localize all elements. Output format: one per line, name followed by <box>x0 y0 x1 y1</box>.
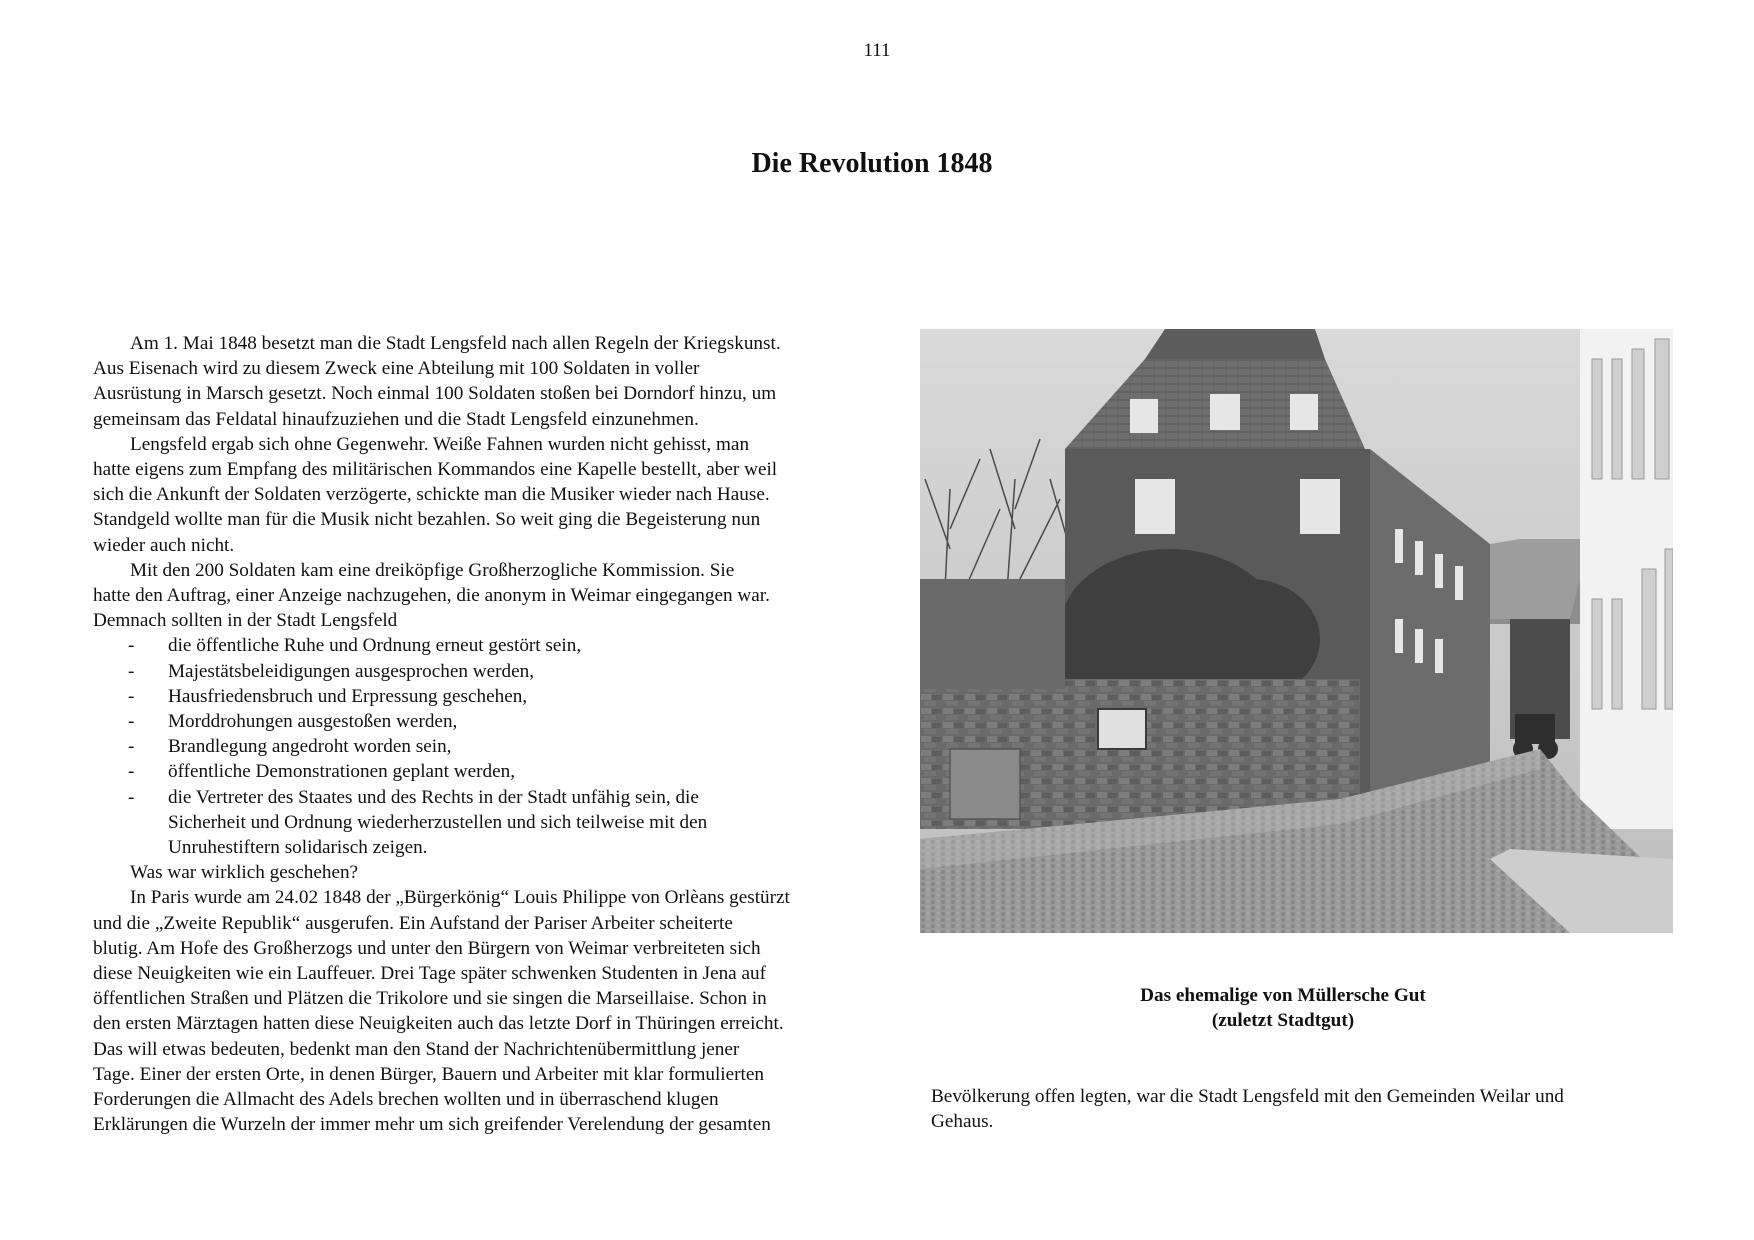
caption-line: Das ehemalige von Müllersche Gut <box>1140 985 1426 1006</box>
text-line: Mit den 200 Soldaten kam eine dreiköpfige Großherzogliche Kommission. Sie <box>130 559 735 581</box>
text-line: blutig. Am Hofe des Großherzogs und unter den Bürgern von Weimar verbreiteten sich <box>93 937 761 959</box>
list-item <box>93 659 863 684</box>
list-item-text: Sicherheit und Ordnung wiederherzustellen und sich teilweise mit den <box>168 811 708 833</box>
text-line: wieder auch nicht. <box>93 534 235 556</box>
list-item-text: die Vertreter des Staates und des Rechts in der Stadt unfähig sein, die <box>168 786 699 808</box>
bullet-marker: - <box>128 711 135 733</box>
paragraph-question <box>93 860 863 885</box>
text-line: sich die Ankunft der Soldaten verzögerte, schickte man die Musiker wieder nach Hause. <box>93 484 770 506</box>
text-line: Erklärungen die Wurzeln der immer mehr um sich greifender Verelendung der gesamten <box>93 1114 771 1136</box>
text-line: Gehaus. <box>931 1111 994 1133</box>
text-line: In Paris wurde am 24.02 1848 der „Bürgerkönig“ Louis Philippe von Orlèans gestürzt <box>130 887 790 909</box>
list-item <box>93 734 863 759</box>
text-line: Aus Eisenach wird zu diesem Zweck eine Abteilung mit 100 Soldaten in voller <box>93 358 700 380</box>
text-line: Am 1. Mai 1848 besetzt man die Stadt Lengsfeld nach allen Regeln der Kriegskunst. <box>130 333 781 354</box>
caption-line: (zuletzt Stadtgut) <box>1211 1010 1355 1032</box>
bullet-marker: - <box>128 736 135 758</box>
list-item-text: Unruhestiftern solidarisch zeigen. <box>168 837 428 859</box>
estate-photo <box>920 329 1673 933</box>
text-line: diese Neuigkeiten wie ein Lauffeuer. Drei Tage später schwenken Studenten in Jena auf <box>93 963 766 985</box>
text-line: Standgeld wollte man für die Musik nicht bezahlen. So weit ging die Begeisterung nun <box>93 509 761 531</box>
list-item-text: die öffentliche Ruhe und Ordnung erneut gestört sein, <box>168 635 582 657</box>
list-item-text: Hausfriedensbruch und Erpressung geschehen, <box>168 685 528 707</box>
notice-board <box>1098 709 1146 749</box>
text-line: hatte den Auftrag, einer Anzeige nachzugehen, die anonym in Weimar eingegangen war. <box>93 585 770 607</box>
text-line: Das will etwas bedeuten, bedenkt man den Stand der Nachrichtenübermittlung jener <box>93 1038 740 1060</box>
list-item-text: Brandlegung angedroht worden sein, <box>168 736 452 758</box>
text-line: den ersten Märztagen hatten diese Neuigkeiten auch das letzte Dorf in Thüringen erreicht. <box>93 1013 784 1035</box>
text-line: Ausrüstung in Marsch gesetzt. Noch einmal 100 Soldaten stoßen bei Dorndorf hinzu, um <box>93 383 777 405</box>
text-line: Lengsfeld ergab sich ohne Gegenwehr. Weiße Fahnen wurden nicht gehisst, man <box>130 433 750 455</box>
list-item <box>93 684 863 709</box>
page-title: Die Revolution 1848 <box>751 148 993 179</box>
estate-photo-illustration <box>920 329 1673 933</box>
photo-caption <box>1010 983 1556 1033</box>
text-line: Tage. Einer der ersten Orte, in denen Bürger, Bauern und Arbeiter mit klar formulierten <box>93 1063 764 1085</box>
bullet-marker: - <box>128 786 135 808</box>
paragraph-surrender <box>93 432 863 558</box>
list-item <box>93 785 863 861</box>
bullet-marker: - <box>128 685 135 707</box>
accusation-list <box>93 633 863 860</box>
text-line: Bevölkerung offen legten, war die Stadt Lengsfeld mit den Gemeinden Weilar und <box>931 1086 1564 1107</box>
bullet-marker: - <box>128 660 135 682</box>
list-item <box>93 633 863 658</box>
list-item-text: Morddrohungen ausgestoßen werden, <box>168 711 458 733</box>
list-item <box>93 759 863 784</box>
text-line: Demnach sollten in der Stadt Lengsfeld <box>93 610 398 632</box>
paragraph-commission <box>93 558 863 634</box>
page-number: 111 <box>863 40 891 61</box>
text-line: öffentlichen Straßen und Plätzen die Trikolore und sie singen die Marseillaise. Schon in <box>93 988 767 1010</box>
bullet-marker: - <box>128 761 135 783</box>
list-item-text: öffentliche Demonstrationen geplant werden, <box>168 761 516 783</box>
text-line: und die „Zweite Republik“ ausgerufen. Ein Aufstand der Pariser Arbeiter scheiterte <box>93 912 733 934</box>
text-line: gemeinsam das Feldatal hinaufzuziehen und die Stadt Lengsfeld einzunehmen. <box>93 408 699 430</box>
list-item-text: Majestätsbeleidigungen ausgesprochen werden, <box>168 660 535 682</box>
left-text-column <box>93 331 863 1138</box>
paragraph-paris <box>93 885 863 1137</box>
paragraph-occupation <box>93 331 863 432</box>
text-line: Forderungen die Allmacht des Adels brechen wollten und in überraschend klugen <box>93 1089 719 1111</box>
right-text-column <box>931 1084 1651 1134</box>
list-item <box>93 709 863 734</box>
bullet-marker: - <box>128 635 135 657</box>
text-line: hatte eigens zum Empfang des militärischen Kommandos eine Kapelle bestellt, aber weil <box>93 459 778 481</box>
text-line: Was war wirklich geschehen? <box>130 862 359 884</box>
